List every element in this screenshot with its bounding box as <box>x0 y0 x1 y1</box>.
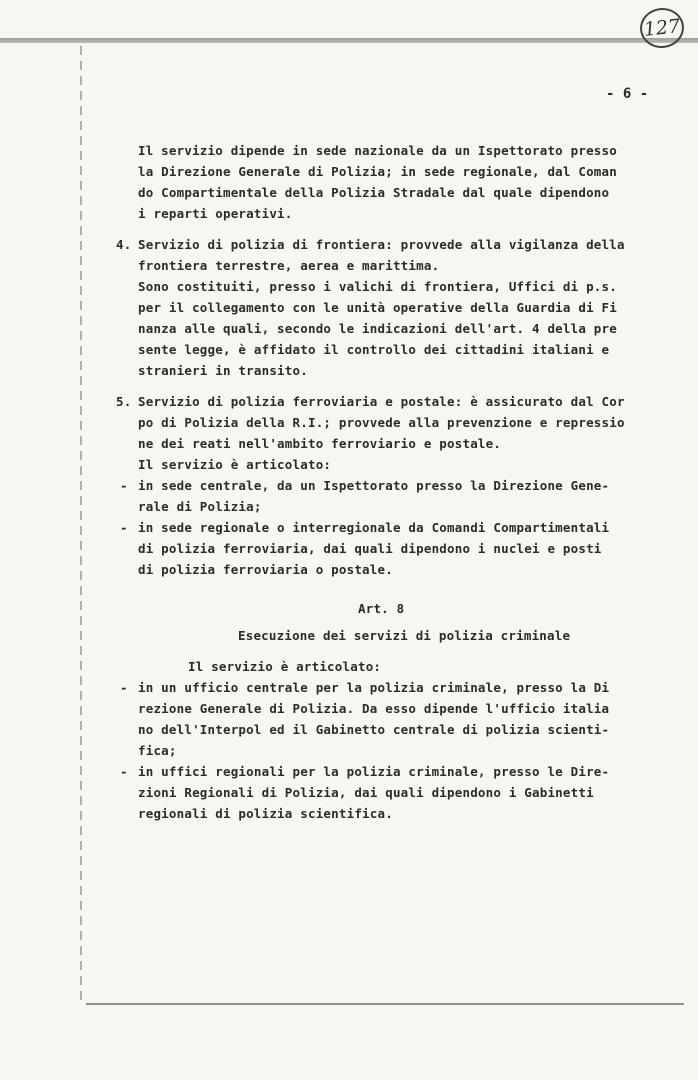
list-item <box>120 517 678 580</box>
text-line: in uffici regionali per la polizia criminale, presso le Dire- <box>138 764 610 779</box>
intro-paragraph <box>138 140 678 224</box>
text-line: di polizia ferroviaria, dai quali dipendono i nuclei e posti <box>138 541 602 556</box>
text-line: nanza alle quali, secondo le indicazioni dell'art. 4 della pre <box>138 321 617 336</box>
top-rule <box>0 38 698 43</box>
page-stamp: 127 <box>638 6 686 50</box>
text-line: sente legge, è affidato il controllo dei cittadini italiani e <box>138 342 610 357</box>
dash-marker: - <box>120 478 128 493</box>
text-line: Il servizio dipende in sede nazionale da un Ispettorato presso <box>138 143 617 158</box>
list-item <box>120 761 678 824</box>
text-line: in sede regionale o interregionale da Comandi Compartimentali <box>138 520 610 535</box>
text-line: rale di Polizia; <box>138 499 262 514</box>
text-line: di polizia ferroviaria o postale. <box>138 562 393 577</box>
text-line: do Compartimentale della Polizia Stradale dal quale dipendono <box>138 185 610 200</box>
bottom-rule <box>86 1003 684 1005</box>
text-line: in sede centrale, da un Ispettorato presso la Direzione Gene- <box>138 478 610 493</box>
text-line: i reparti operativi. <box>138 206 293 221</box>
dash-marker: - <box>120 764 128 779</box>
article-subtitle: Esecuzione dei servizi di polizia criminale <box>238 628 571 643</box>
text-line: Servizio di polizia ferroviaria e postale: è assicurato dal Cor <box>138 394 625 409</box>
left-margin-line <box>80 46 82 1006</box>
list-item <box>120 677 678 761</box>
text-line: no dell'Interpol ed il Gabinetto centrale di polizia scienti- <box>138 722 610 737</box>
text-line: po di Polizia della R.I.; provvede alla prevenzione e repressio <box>138 415 625 430</box>
text-line: per il collegamento con le unità operative della Guardia di Fi <box>138 300 617 315</box>
list-item <box>120 475 678 517</box>
dash-marker: - <box>120 520 128 535</box>
text-line: Il servizio è articolato: <box>138 457 332 472</box>
text-line: in un ufficio centrale per la polizia criminale, presso la Di <box>138 680 610 695</box>
text-line: ne dei reati nell'ambito ferroviario e postale. <box>138 436 502 451</box>
dash-marker: - <box>120 680 128 695</box>
item-number: 4. <box>116 237 132 252</box>
item-4 <box>116 234 678 381</box>
text-line: Il servizio è articolato: <box>188 659 382 674</box>
text-line: regionali di polizia scientifica. <box>138 806 393 821</box>
text-line: fica; <box>138 743 177 758</box>
text-line: zioni Regionali di Polizia, dai quali dipendono i Gabinetti <box>138 785 594 800</box>
item-number: 5. <box>116 394 132 409</box>
page-number: - 6 - <box>606 86 649 102</box>
text-line: Sono costituiti, presso i valichi di frontiera, Uffici di p.s. <box>138 279 617 294</box>
article-title: Art. 8 <box>358 601 405 616</box>
text-line: frontiera terrestre, aerea e marittima. <box>138 258 440 273</box>
document-body <box>116 140 678 834</box>
text-line: Servizio di polizia di frontiera: provvede alla vigilanza della <box>138 237 625 252</box>
text-line: stranieri in transito. <box>138 363 308 378</box>
article-body <box>120 656 678 824</box>
text-line: la Direzione Generale di Polizia; in sede regionale, dal Coman <box>138 164 617 179</box>
text-line: rezione Generale di Polizia. Da esso dipende l'ufficio italia <box>138 701 610 716</box>
item-5 <box>116 391 678 580</box>
